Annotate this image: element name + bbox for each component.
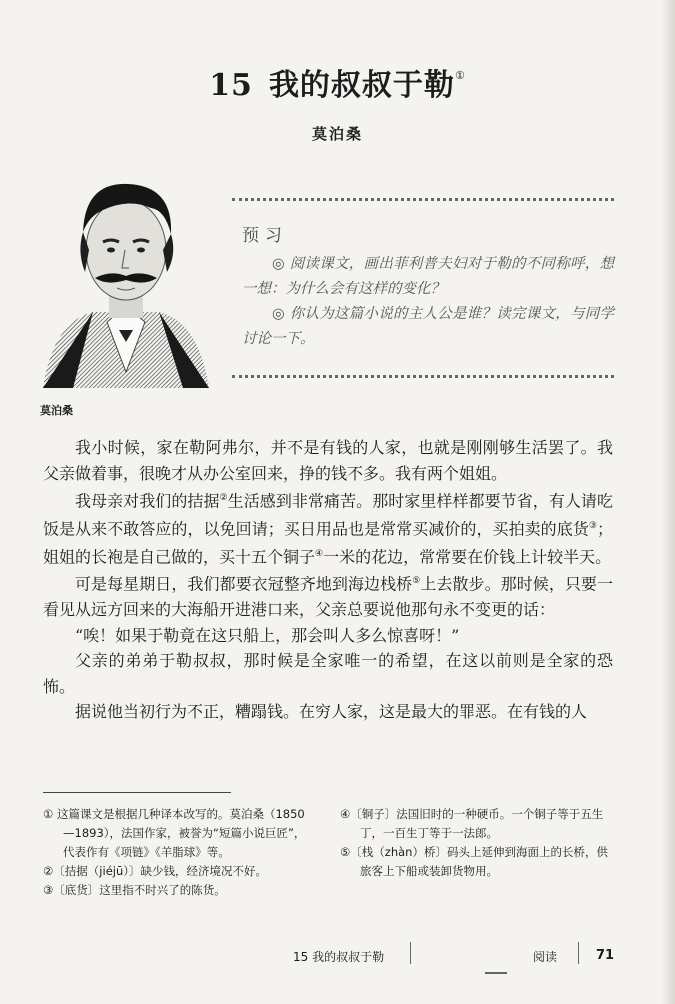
footnote-2: ②〔拮据（jiéjū）〕缺少钱，经济境况不好。 [43, 864, 268, 878]
binding-mark [485, 972, 507, 974]
main-text [43, 435, 613, 725]
footnotes-right-column [340, 805, 615, 881]
footnote-1: ① 这篇课文是根据几种译本改写的。莫泊桑（1850—1893），法国作家，被誉为“短篇小说巨匠”，代表作有《项链》《羊脂球》等。 [43, 807, 306, 859]
paragraph-2-part-d: 一米的花边，常常要在价钱上计较半天。 [323, 546, 612, 566]
footer-separator [578, 942, 579, 964]
paragraph-2 [43, 486, 613, 569]
lesson-title [0, 60, 675, 104]
author-name: 莫泊桑 [311, 125, 363, 143]
paragraph-3-part-a: 可是每星期日，我们都要衣冠整齐地到海边栈桥 [75, 574, 413, 594]
paragraph-2-part-b: 生活感到非常痛苦。那时家里样样都要节省，有人请吃饭是从来不敢答应的，以免回请；买日用品也是常常买减价的，买拍卖的底货 [43, 491, 613, 539]
paragraph-3 [43, 569, 613, 622]
footnote-4: ④〔铜子〕法国旧时的一种硬币。一个铜子等于五生丁，一百生丁等于一法郎。 [340, 807, 604, 840]
preview-top-divider [232, 198, 614, 201]
footer-chapter-title: 15 我的叔叔于勒 [293, 950, 385, 964]
author-portrait-image [33, 172, 219, 388]
preview-item-2: ◎ 你认为这篇小说的主人公是谁？读完课文，与同学讨论一下。 [242, 306, 614, 347]
footnote-mark-3: ③ [588, 520, 597, 531]
paragraph-1: 我小时候，家在勒阿弗尔，并不是有钱的人家，也就是刚刚够生活罢了。我父亲做着事，很晚才从办公室回来，挣的钱不多。我有两个姐姐。 [43, 438, 613, 483]
footer-separator [410, 942, 411, 964]
preview-box [242, 252, 614, 352]
footnote-rule [43, 792, 231, 793]
page-number: 71 [596, 948, 615, 963]
footnotes-left-column [43, 805, 315, 900]
paragraph-3-part-b: 上去散步。那时候，只要一看见从远方回来的大海船开进港口来，父亲总要说他那句永不变更的话： [43, 574, 613, 620]
paragraph-5: 父亲的弟弟于勒叔叔，那时候是全家唯一的希望，在这以前则是全家的恐怖。 [43, 651, 613, 696]
lesson-number: 15 [209, 68, 253, 103]
footnote-mark-2: ② [219, 493, 228, 503]
portrait-caption: 莫泊桑 [40, 404, 73, 417]
footer-section-label: 阅读 [533, 950, 558, 964]
preview-heading: 预习 [242, 226, 288, 246]
lesson-title-text: 我的叔叔于勒 [268, 68, 455, 103]
preview-item-1: ◎ 阅读课文，画出菲利普夫妇对于勒的不同称呼，想一想：为什么会有这样的变化？ [242, 256, 614, 297]
paragraph-2-part-c: ；姐姐的长袍是自己做的，买十五个铜子 [43, 519, 613, 566]
paragraph-4-quote: “唉！如果于勒竟在这只船上，那会叫人多么惊喜呀！” [75, 625, 460, 645]
paragraph-6: 据说他当初行为不正，糟蹋钱。在穷人家，这是最大的罪恶。在有钱的人 [75, 702, 588, 722]
footnote-mark-4: ④ [315, 548, 324, 559]
footnote-3: ③〔底货〕这里指不时兴了的陈货。 [43, 883, 226, 897]
preview-bottom-divider [232, 375, 614, 378]
paragraph-2-part-a: 我母亲对我们的拮据 [75, 491, 220, 511]
page-spine-shadow [661, 0, 675, 1004]
footnote-5: ⑤〔栈（zhàn）桥〕码头上延伸到海面上的长桥，供旅客上下船或装卸货物用。 [340, 845, 608, 878]
title-footnote-mark: ① [454, 69, 466, 82]
footnote-mark-5: ⑤ [412, 576, 421, 587]
